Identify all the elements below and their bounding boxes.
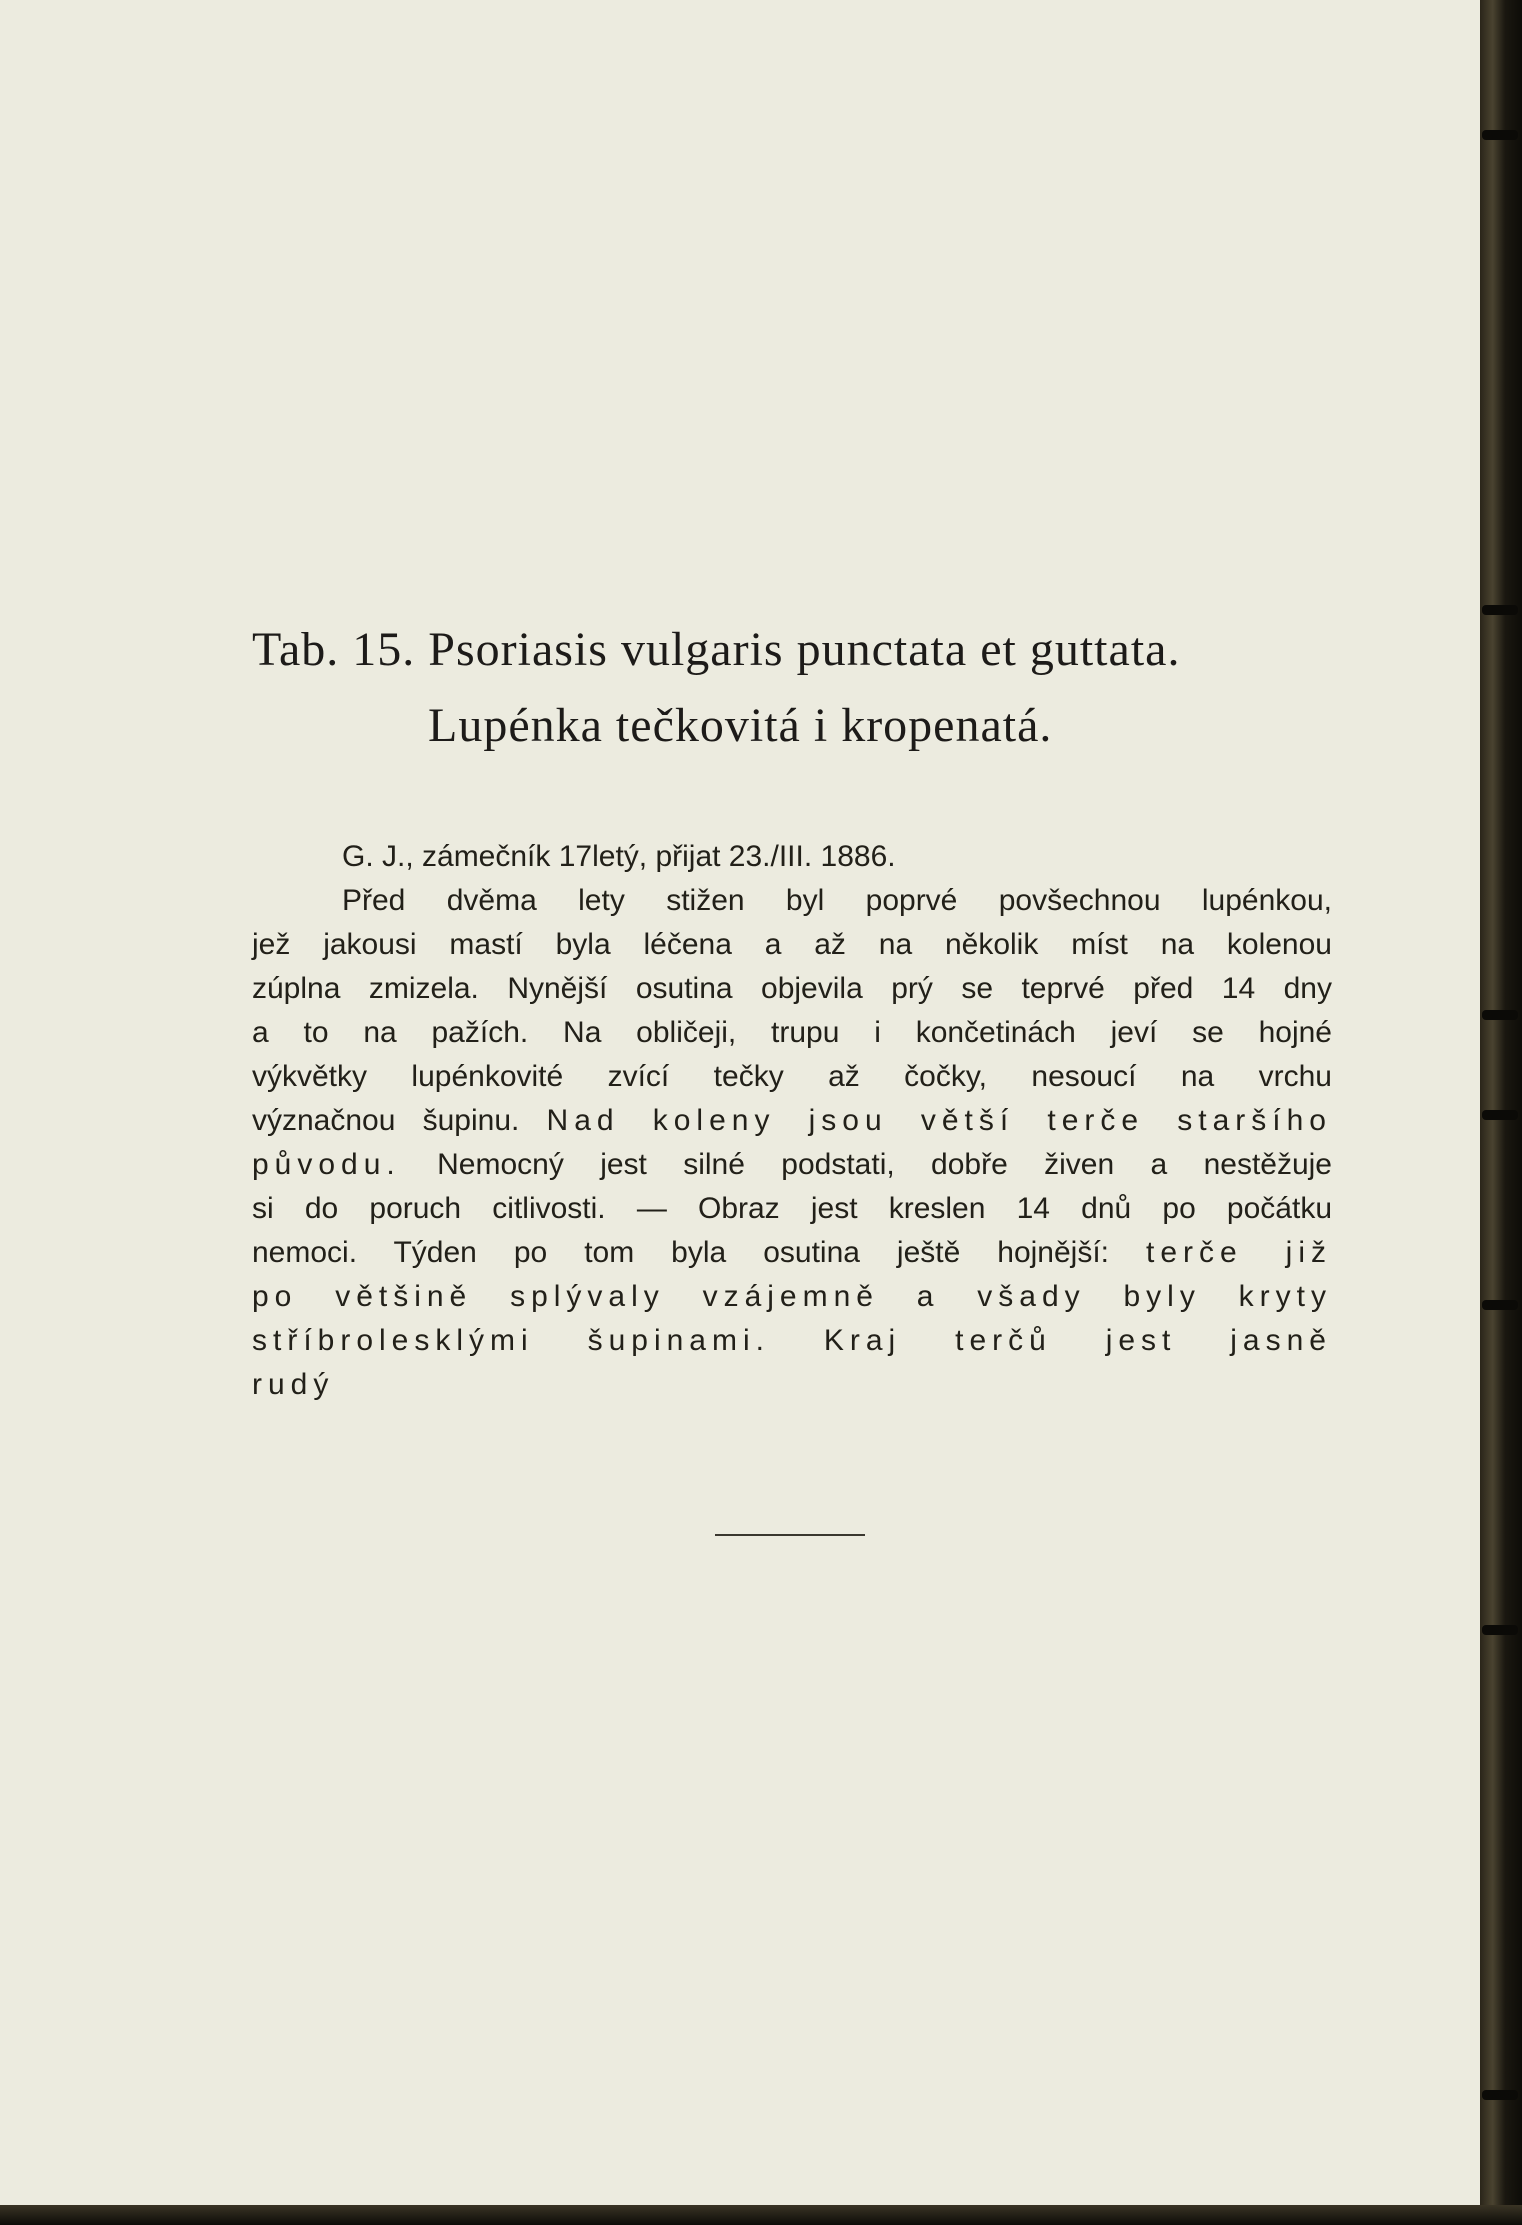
text-segment: nemoci. Týden po tom byla osutina ještě hojnější: xyxy=(252,1236,1110,1269)
plate-subtitle: Lupénka tečkovitá i kropenatá. xyxy=(428,699,1053,752)
case-header-line: G. J., zámečník 17letý, přijat 23./III. 1886. xyxy=(342,840,896,873)
emphasized-line: stříbrolesklými šupinami. Kraj terčů jest jasně xyxy=(252,1324,1332,1357)
edge-mark xyxy=(1482,1110,1518,1120)
text-line xyxy=(252,1143,1332,1187)
edge-mark xyxy=(1482,130,1518,140)
edge-mark xyxy=(1482,605,1518,615)
text-line: výkvětky lupénkovité zvící tečky až čočky, nesoucí na vrchu xyxy=(252,1060,1332,1093)
text-line: jež jakousi mastí byla léčena a až na několik míst na kolenou xyxy=(252,928,1332,961)
text-line xyxy=(252,1231,1332,1275)
page-bottom-edge xyxy=(0,2205,1522,2225)
plate-title: Tab. 15. Psoriasis vulgaris punctata et guttata. xyxy=(252,623,1181,676)
page-binding-edge xyxy=(1480,0,1522,2225)
emphasized-line: po většině splývaly vzájemně a všady byly kryty xyxy=(252,1280,1332,1313)
case-description xyxy=(252,835,1332,1407)
text-segment: Nemocný jest silné podstati, dobře živen a nestěžuje xyxy=(437,1148,1332,1181)
text-line xyxy=(252,1099,1332,1143)
text-line: si do poruch citlivosti. — Obraz jest kreslen 14 dnů po počátku xyxy=(252,1192,1332,1225)
section-divider xyxy=(715,1534,865,1536)
text-segment: význačnou šupinu. xyxy=(252,1104,520,1137)
emphasized-line: rudý xyxy=(252,1368,335,1401)
emphasized-text: původu. xyxy=(252,1148,401,1181)
edge-mark xyxy=(1482,1010,1518,1020)
text-line: zúplna zmizela. Nynější osutina objevila prý se teprvé před 14 dny xyxy=(252,972,1332,1005)
emphasized-text: Nad koleny jsou větší terče staršího xyxy=(546,1104,1332,1137)
edge-mark xyxy=(1482,2090,1518,2100)
text-line: a to na pažích. Na obličeji, trupu i končetinách jeví se hojné xyxy=(252,1016,1332,1049)
text-line: Před dvěma lety stižen byl poprvé povšechnou lupénkou, xyxy=(342,884,1332,917)
edge-mark xyxy=(1482,1625,1518,1635)
edge-mark xyxy=(1482,1300,1518,1310)
emphasized-text: terče již xyxy=(1146,1236,1333,1269)
